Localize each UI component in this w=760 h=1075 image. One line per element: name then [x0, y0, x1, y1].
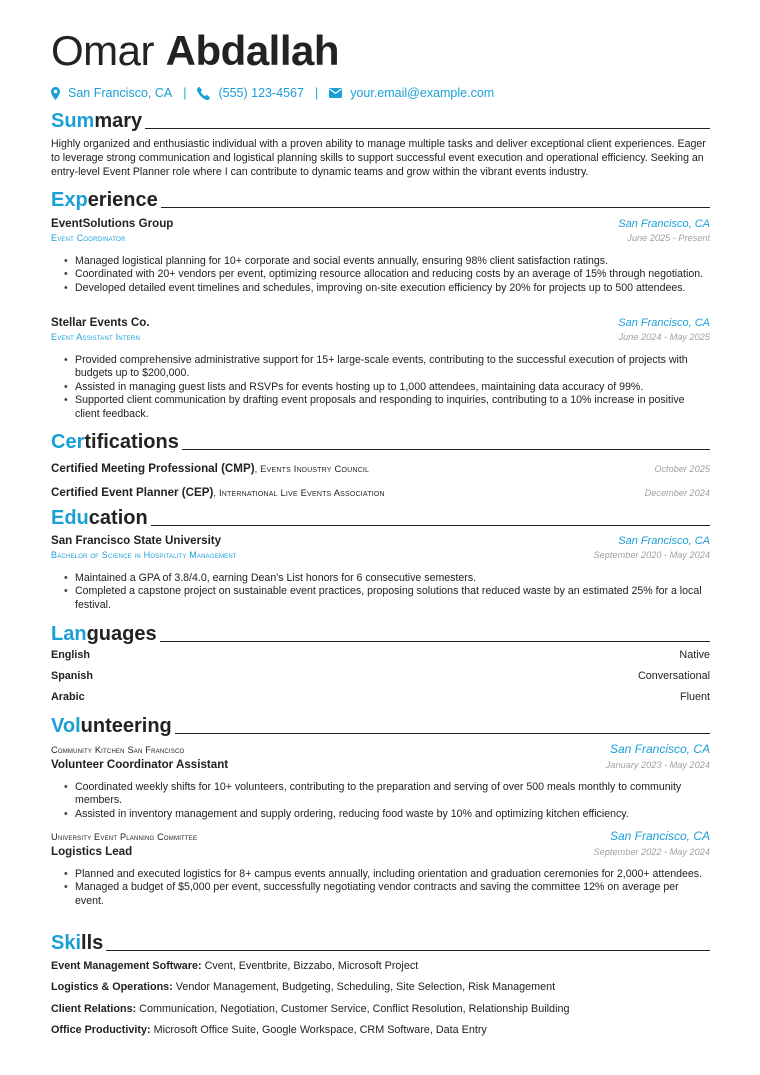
contact-bar — [51, 84, 494, 102]
job-subheader — [51, 233, 710, 243]
language-level: Native — [679, 649, 710, 661]
company-name: Stellar Events Co. — [51, 316, 150, 329]
experience-heading — [51, 187, 710, 211]
contact-location — [51, 86, 172, 100]
skill-label: Logistics & Operations: — [51, 981, 173, 993]
volunteer-location: San Francisco, CA — [609, 829, 710, 843]
volunteer-dates: January 2023 - May 2024 — [605, 760, 710, 770]
section-title: Education — [51, 507, 148, 529]
volunteer-role: Logistics Lead — [51, 845, 133, 858]
last-name: Abdallah — [165, 27, 340, 74]
language-level: Conversational — [637, 670, 710, 682]
certification-issuer: , International Live Events Association — [213, 487, 385, 498]
job-dates: June 2025 - Present — [627, 233, 710, 243]
envelope-icon — [329, 88, 342, 98]
contact-phone[interactable] — [197, 86, 303, 100]
language-name: English — [51, 649, 90, 661]
section-rule — [160, 641, 710, 642]
section-title: Volunteering — [51, 715, 172, 737]
volunteer-org: University Event Planning Committee — [51, 832, 198, 842]
section-rule — [175, 733, 710, 734]
volunteer-subheader — [51, 845, 710, 858]
list-item: • Assisted in managing guest lists and RSVPs for events hosting up to 1,000 attendees, maintaining data accuracy of 99%. — [64, 381, 710, 394]
certification-row — [51, 483, 710, 501]
certification — [51, 459, 369, 477]
list-item: • Developed detailed event timelines and schedules, improving on-site execution efficiency by 20% for projects up to 500 attendees. — [64, 282, 710, 295]
skill-value: Cvent, Eventbrite, Bizzabo, Microsoft Project — [201, 960, 419, 972]
job-bullets — [64, 255, 710, 295]
certification-date: October 2025 — [654, 464, 710, 474]
skill-label: Event Management Software: — [51, 960, 202, 972]
list-item: • Completed a capstone project on sustainable event practices, proposing solutions that reduced waste by an estimated 25% for a local festival. — [64, 585, 710, 612]
section-rule — [182, 449, 710, 450]
list-item: • Managed a budget of $5,000 per event, successfully negotiating vendor contracts and saving the committee 12% on average per event. — [64, 881, 710, 908]
phone-icon — [197, 87, 210, 100]
volunteering-heading — [51, 713, 710, 737]
contact-separator: | — [183, 86, 187, 100]
certification-name: Certified Meeting Professional (CMP) — [51, 462, 255, 475]
section-rule — [161, 207, 710, 208]
contact-email[interactable] — [329, 86, 494, 100]
section-rule — [145, 128, 710, 129]
education-dates: September 2020 - May 2024 — [593, 550, 710, 560]
volunteer-bullets — [64, 868, 710, 908]
volunteer-role: Volunteer Coordinator Assistant — [51, 758, 229, 771]
school-header — [51, 534, 710, 547]
contact-separator: | — [314, 86, 319, 100]
skill-value: Vendor Management, Budgeting, Scheduling, Site Selection, Risk Management — [172, 981, 556, 993]
job-bullets — [64, 354, 710, 421]
list-item: • Planned and executed logistics for 8+ campus events annually, including orientation and graduation ceremonies for 2,000+ attendees. — [64, 868, 710, 881]
certifications-heading — [51, 429, 710, 453]
summary-text: Highly organized and enthusiastic individual with a proven ability to manage multiple tasks and deliver exceptional client experiences. Eager to leverage strong communication and logistical planning skills to support successful event execution and operational efficiency. Seeking an entry-level Event Planner role where I can contribute to dynamic teams and grow within the vibrant events industry. — [51, 138, 706, 179]
email-text: your.email@example.com — [350, 86, 495, 100]
skill-row — [51, 980, 710, 994]
job-location: San Francisco, CA — [618, 218, 710, 230]
skill-row — [51, 1002, 710, 1016]
languages-heading — [51, 621, 710, 645]
section-rule — [106, 950, 710, 951]
list-item: • Coordinated weekly shifts for 10+ volunteers, contributing to the preparation and serving of over 500 meals monthly to community members. — [64, 781, 710, 808]
job-role: Event Assistant Intern — [51, 332, 140, 342]
language-row — [51, 649, 710, 661]
summary-heading — [51, 108, 710, 132]
job-dates: June 2024 - May 2025 — [618, 332, 710, 342]
phone-text: (555) 123-4567 — [218, 86, 304, 100]
section-title: Summary — [51, 110, 143, 132]
certification-name: Certified Event Planner (CEP) — [51, 486, 214, 499]
map-pin-icon — [51, 87, 60, 100]
volunteer-subheader — [51, 758, 710, 771]
list-item: • Assisted in inventory management and supply ordering, reducing food waste by 10% and optimizing kitchen efficiency. — [64, 808, 710, 821]
job-subheader — [51, 332, 710, 342]
volunteer-header — [51, 742, 710, 756]
certification — [51, 483, 385, 501]
degree: Bachelor of Science in Hospitality Management — [51, 550, 237, 560]
language-level: Fluent — [679, 691, 710, 703]
company-name: EventSolutions Group — [51, 217, 174, 230]
language-name: Arabic — [51, 691, 85, 703]
certification-row — [51, 459, 710, 477]
job-location: San Francisco, CA — [618, 317, 710, 329]
list-item: • Managed logistical planning for 10+ corporate and social events annually, ensuring 98% client satisfaction ratings. — [64, 255, 710, 268]
education-bullets — [64, 572, 710, 612]
language-row — [51, 691, 710, 703]
skill-row — [51, 959, 710, 973]
school-name: San Francisco State University — [51, 534, 222, 547]
language-name: Spanish — [51, 670, 93, 682]
list-item: • Coordinated with 20+ vendors per event, optimizing resource allocation and reducing costs by an average of 15% through negotiation. — [64, 268, 710, 281]
section-title: Skills — [51, 932, 104, 954]
volunteer-header — [51, 829, 710, 843]
school-location: San Francisco, CA — [618, 535, 710, 547]
location-text: San Francisco, CA — [68, 86, 173, 100]
skill-label: Office Productivity: — [51, 1024, 151, 1036]
skills-heading — [51, 930, 710, 954]
language-row — [51, 670, 710, 682]
school-subheader — [51, 550, 710, 560]
job-role: Event Coordinator — [51, 233, 126, 243]
section-title: Experience — [51, 189, 158, 211]
volunteer-org: Community Kitchen San Francisco — [51, 745, 185, 755]
job-header — [51, 316, 710, 329]
list-item: • Provided comprehensive administrative support for 15+ large-scale events, contributing to the successful execution of projects with budgets up to $200,000. — [64, 354, 710, 381]
volunteer-dates: September 2022 - May 2024 — [593, 847, 710, 857]
skill-label: Client Relations: — [51, 1003, 137, 1015]
list-item: • Supported client communication by drafting event proposals and responding to inquiries, contributing to a 10% increase in positive client feedback. — [64, 394, 710, 421]
section-title: Languages — [51, 623, 157, 645]
list-item: • Maintained a GPA of 3.8/4.0, earning Dean's List honors for 6 consecutive semesters. — [64, 572, 710, 585]
volunteer-bullets — [64, 781, 710, 821]
certification-date: December 2024 — [644, 488, 710, 498]
education-heading — [51, 505, 710, 529]
volunteer-location: San Francisco, CA — [609, 742, 710, 756]
skill-row — [51, 1023, 710, 1037]
first-name: Omar — [51, 27, 154, 74]
job-header — [51, 217, 710, 230]
skill-value: Microsoft Office Suite, Google Workspace, CRM Software, Data Entry — [150, 1024, 487, 1036]
section-rule — [151, 525, 710, 526]
candidate-name — [51, 26, 339, 76]
certification-issuer: , Events Industry Council — [254, 463, 370, 474]
section-title: Certifications — [51, 431, 179, 453]
skill-value: Communication, Negotiation, Customer Service, Conflict Resolution, Relationship Building — [136, 1003, 570, 1015]
